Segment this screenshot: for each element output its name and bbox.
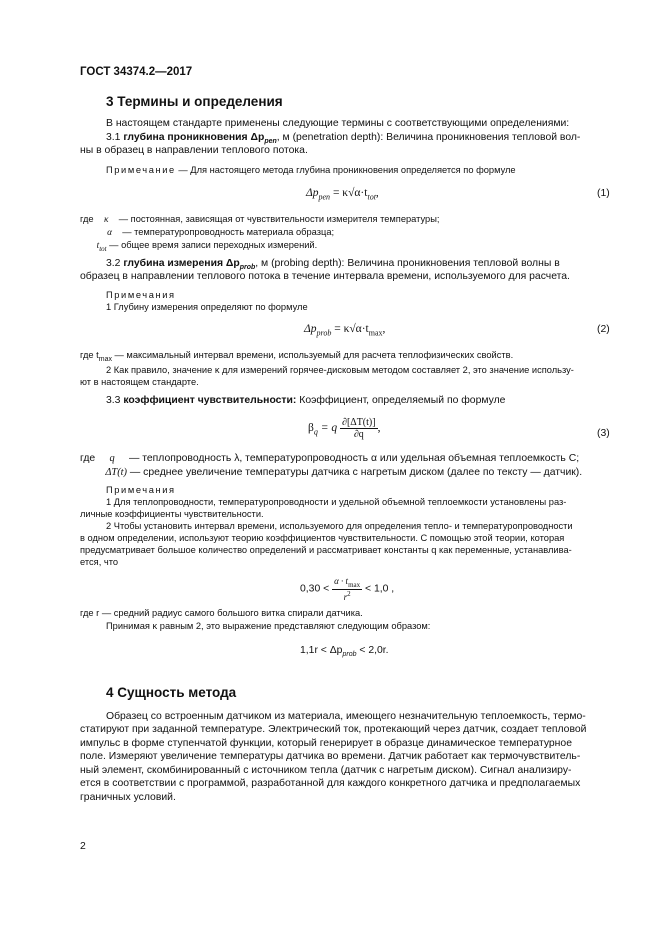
formula-1-number: (1)	[597, 188, 610, 199]
where-1-row-ttot: $t_{tot}$ — общее время записи переходных измерений.	[96, 240, 318, 253]
formula-1: $\Delta p_{pen} = \kappa√\alpha\cdot t_{tot}$,	[306, 187, 379, 202]
formula-2: $\Delta p_{prob} = \kappa√\alpha\cdot t_{max}$,	[304, 323, 386, 338]
inequality-1: 0,30 < $\frac{\alpha \cdot t_{max}}{r^2}$ < 1,0 ,	[300, 576, 395, 602]
notes-3-3-label: Примечания	[106, 485, 176, 495]
term-3-2-line1: 3.2 глубина измерения $\Delta p_{prob}$, м (probing depth): Величина проникновения тепловой волны в	[106, 258, 560, 272]
where-1-row-alpha: α — температуропроводность материала образца;	[107, 227, 335, 238]
section-4-line-4: поле. Измеряют увеличение температуры датчика во времени. Датчик работает как термочувствитель-	[80, 751, 581, 762]
section-4-title: 4 Сущность метода	[106, 685, 237, 700]
notes-3-3-item-2-line2: в одном определении, используют теорию коэффициентов чувствительности. С помощью этой теории, которая	[80, 533, 565, 543]
section-4-line-7: граничных условий.	[80, 792, 176, 803]
notes-3-3-item-1-line1: 1 Для теплопроводности, температуропроводности и удельной объемной теплоемкости установлены раз-	[106, 497, 567, 507]
page-number: 2	[80, 841, 86, 852]
section-3-intro: В настоящем стандарте применены следующие термины с соответствующими определениями:	[106, 118, 570, 129]
term-3-1-line1: 3.1 глубина проникновения $\Delta p_{pen}$, м (penetration depth): Величина проникновения тепловой вол-	[106, 132, 581, 146]
notes-3-3-item-2-line3: предусматривает большое количество определений и рассматривает константы q как переменные, устанавлива-	[80, 545, 572, 555]
section-4-line-2: статируют при заданной температуре. Электрический ток, протекающий через датчик, создает тепловой	[80, 724, 587, 735]
where-1-row-kappa: где κ — постоянная, зависящая от чувствительности измерителя температуры;	[80, 214, 440, 225]
standard-header: ГОСТ 34374.2—2017	[80, 66, 193, 78]
notes-3-2-label: Примечания	[106, 290, 176, 300]
formula-2-number: (2)	[597, 324, 610, 335]
where-3-row-dt: ΔT(t) — среднее увеличение температуры датчика с нагретым диском (далее по тексту — датчик).	[105, 467, 583, 478]
notes-3-2-item-2-line1: 2 Как правило, значение κ для измерений горячее-дисковым методом составляет 2, это значение использу-	[106, 365, 574, 375]
note-3-1: Примечание — Для настоящего метода глубина проникновения определяется по формуле	[106, 165, 516, 175]
notes-3-2-item-2-line2: ют в настоящем стандарте.	[80, 377, 199, 387]
term-3-1-line2: ны в образец в направлении теплового потока.	[80, 145, 308, 156]
inequality-2: $1,1r < \Delta p_{prob} < 2,0r$.	[300, 645, 389, 659]
section-4-line-6: ется в соответствии с программой, разработанной для каждого конкретного датчика и предполагаемых	[80, 778, 581, 789]
where-r: где r — средний радиус самого большого витка спирали датчика.	[80, 608, 363, 618]
notes-3-3-item-2-line4: ется, что	[80, 557, 119, 567]
section-4-line-3: импульс в форме ступенчатой функции, который генерирует в образце динамическое температурное	[80, 738, 572, 749]
notes-3-2-item-1: 1 Глубину измерения определяют по формуле	[106, 302, 308, 312]
section-4-line-1: Образец со встроенным датчиком из материала, имеющего незначительную теплоемкость, термо-	[106, 711, 586, 722]
where-3-row-q: где q — теплопроводность λ, температуропроводность α или удельная объемная теплоемкость C;	[80, 453, 580, 464]
section-4-line-5: ный элемент, скомбинированный с источником тепла (датчик с нагретым диском). Сигнал анализиру-	[80, 765, 572, 776]
term-3-3: 3.3 коэффициент чувствительности: Коэффициент, определяемый по формуле	[106, 395, 506, 406]
term-3-2-line2: образец в направлении теплового потока в течение интервала времени, используемого для расчета.	[80, 271, 570, 282]
notes-3-3-item-1-line2: личные коэффициенты чувствительности.	[80, 509, 264, 519]
formula-3: $\beta_q = q$ $\frac{\partial[\Delta T(t)]}{\partial q}$ ,	[308, 417, 381, 440]
section-3-title: 3 Термины и определения	[106, 94, 283, 109]
notes-3-3-item-2-line1: 2 Чтобы установить интервал времени, используемого для определения тепло- и температуропроводности	[106, 521, 573, 531]
formula-3-number: (3)	[597, 428, 610, 439]
where-tmax: где $t_{max}$ — максимальный интервал времени, используемый для расчета теплофизических свойств.	[80, 350, 514, 363]
kappa-statement: Принимая κ равным 2, это выражение представляют следующим образом:	[106, 621, 431, 631]
